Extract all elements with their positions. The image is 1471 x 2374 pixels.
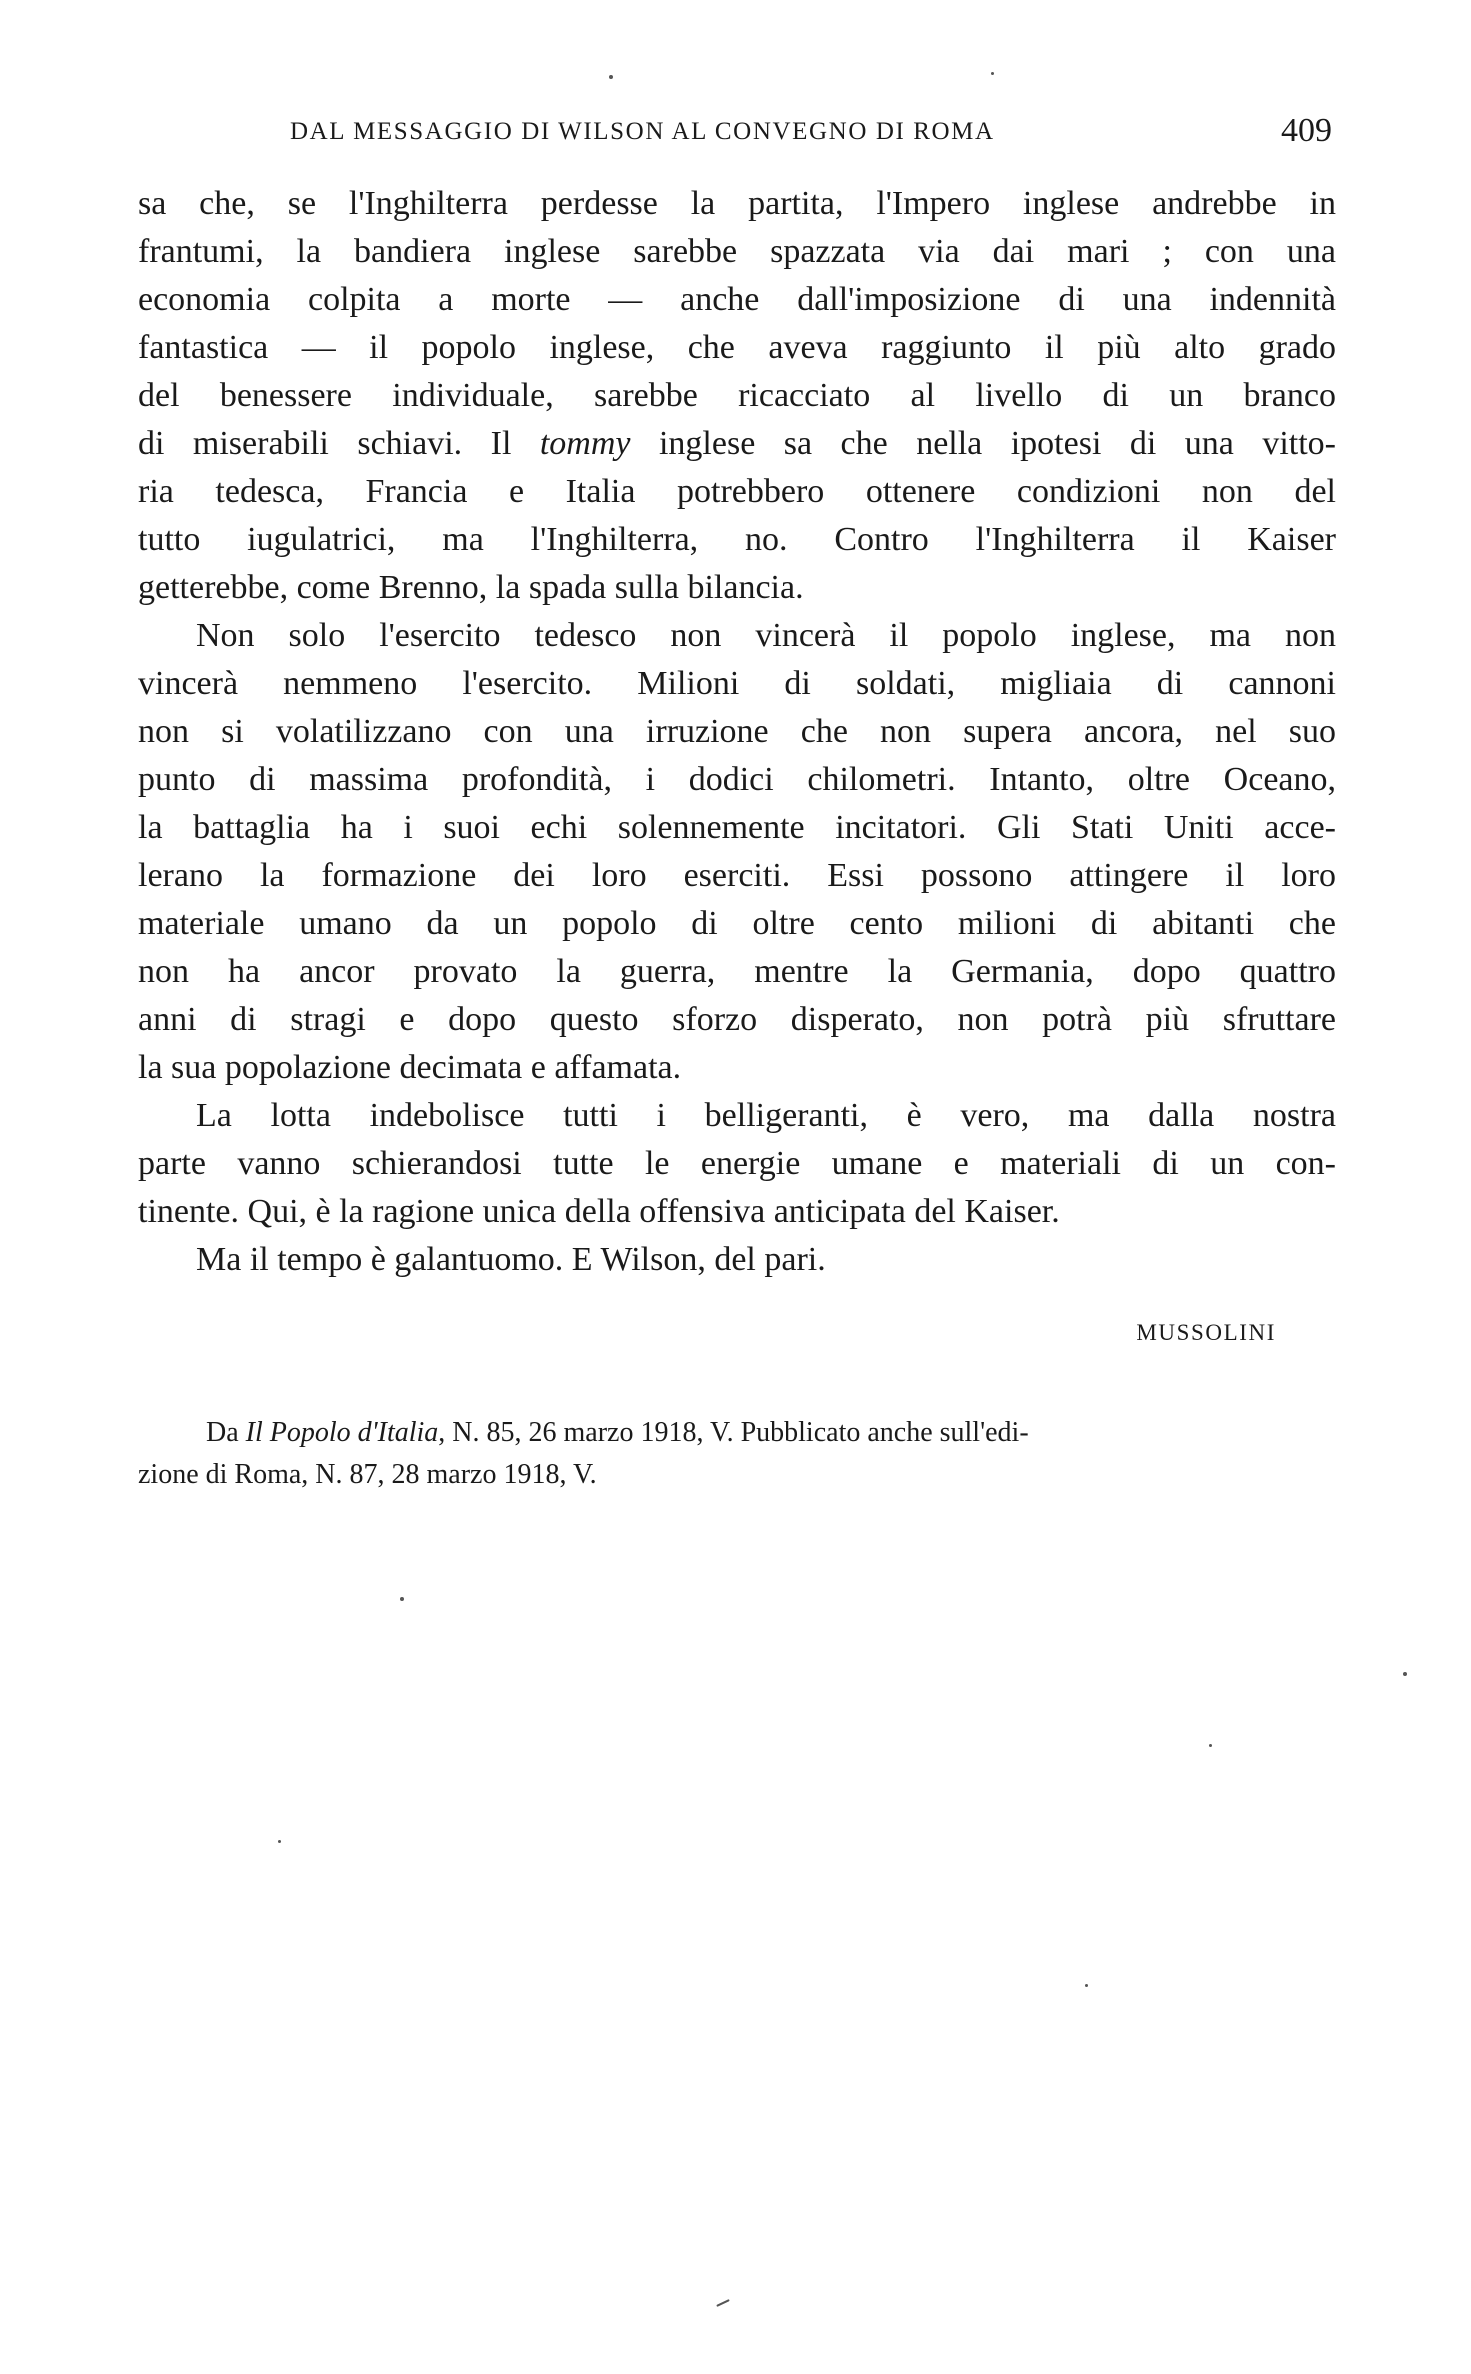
text-line: non si volatilizzano con una irruzione che non supera ancora, nel suo (138, 713, 1336, 750)
source-note-line: zione di Roma, N. 87, 28 marzo 1918, V. (138, 1459, 597, 1490)
text-line: parte vanno schierandosi tutte le energie umane e materiali di un con- (138, 1145, 1336, 1182)
text-line: materiale umano da un popolo di oltre cento milioni di abitanti che (138, 905, 1336, 942)
scan-speck (400, 1597, 404, 1601)
paragraph-first-line: Non solo l'esercito tedesco non vincerà il popolo inglese, ma non (196, 617, 1336, 654)
publication-title: Il Popolo d'Italia (245, 1417, 439, 1448)
text-line: lerano la formazione dei loro eserciti. Essi possono attingere il loro (138, 857, 1336, 894)
text-run: inglese sa che nella ipotesi di una vitto- (630, 425, 1336, 462)
text-run: di miserabili schiavi. Il (138, 425, 540, 462)
article-body (138, 180, 1336, 1284)
paragraph-single-line: Ma il tempo è galantuomo. E Wilson, del pari. (196, 1241, 826, 1278)
author-signature: MUSSOLINI (1136, 1320, 1276, 1345)
source-note-line (138, 1412, 1336, 1454)
text-line: ria tedesca, Francia e Italia potrebbero ottenere condizioni non del (138, 473, 1336, 510)
text-line-with-italic (138, 420, 1336, 468)
scan-speck (609, 75, 613, 79)
scan-speck (1085, 1984, 1088, 1987)
text-line: non ha ancor provato la guerra, mentre la Germania, dopo quattro (138, 953, 1336, 990)
scan-mark (716, 2299, 730, 2307)
source-note (138, 1412, 1336, 1496)
paragraph-last-line: la sua popolazione decimata e affamata. (138, 1049, 682, 1086)
scan-speck (991, 72, 994, 75)
text-line: tutto iugulatrici, ma l'Inghilterra, no. Contro l'Inghilterra il Kaiser (138, 521, 1336, 558)
scan-speck (278, 1840, 281, 1843)
text-line: frantumi, la bandiera inglese sarebbe spazzata via dai mari ; con una (138, 233, 1336, 270)
text-line: vincerà nemmeno l'esercito. Milioni di soldati, migliaia di cannoni (138, 665, 1336, 702)
running-title: DAL MESSAGGIO DI WILSON AL CONVEGNO DI ROMA (290, 118, 995, 145)
text-line: economia colpita a morte — anche dall'imposizione di una indennità (138, 281, 1336, 318)
text-line: del benessere individuale, sarebbe ricacciato al livello di un branco (138, 377, 1336, 414)
paragraph-last-line: getterebbe, come Brenno, la spada sulla bilancia. (138, 569, 804, 606)
running-head (290, 112, 1332, 162)
italic-word: tommy (539, 425, 631, 462)
scan-speck (1209, 1744, 1212, 1747)
text-line: anni di stragi e dopo questo sforzo disperato, non potrà più sfruttare (138, 1001, 1336, 1038)
text-line: punto di massima profondità, i dodici chilometri. Intanto, oltre Oceano, (138, 761, 1336, 798)
text-line: fantastica — il popolo inglese, che aveva raggiunto il più alto grado (138, 329, 1336, 366)
page-number: 409 (1281, 112, 1332, 149)
paragraph-last-line: tinente. Qui, è la ragione unica della offensiva anticipata del Kaiser. (138, 1193, 1060, 1230)
text-line: la battaglia ha i suoi echi solennemente incitatori. Gli Stati Uniti acce- (138, 809, 1336, 846)
source-details: , N. 85, 26 marzo 1918, V. Pubblicato anche sull'edi- (438, 1417, 1029, 1448)
source-prefix: Da (206, 1417, 246, 1448)
scan-speck (1403, 1672, 1407, 1676)
text-line: sa che, se l'Inghilterra perdesse la partita, l'Impero inglese andrebbe in (138, 185, 1336, 222)
paragraph-first-line: La lotta indebolisce tutti i belligeranti, è vero, ma dalla nostra (196, 1097, 1336, 1134)
